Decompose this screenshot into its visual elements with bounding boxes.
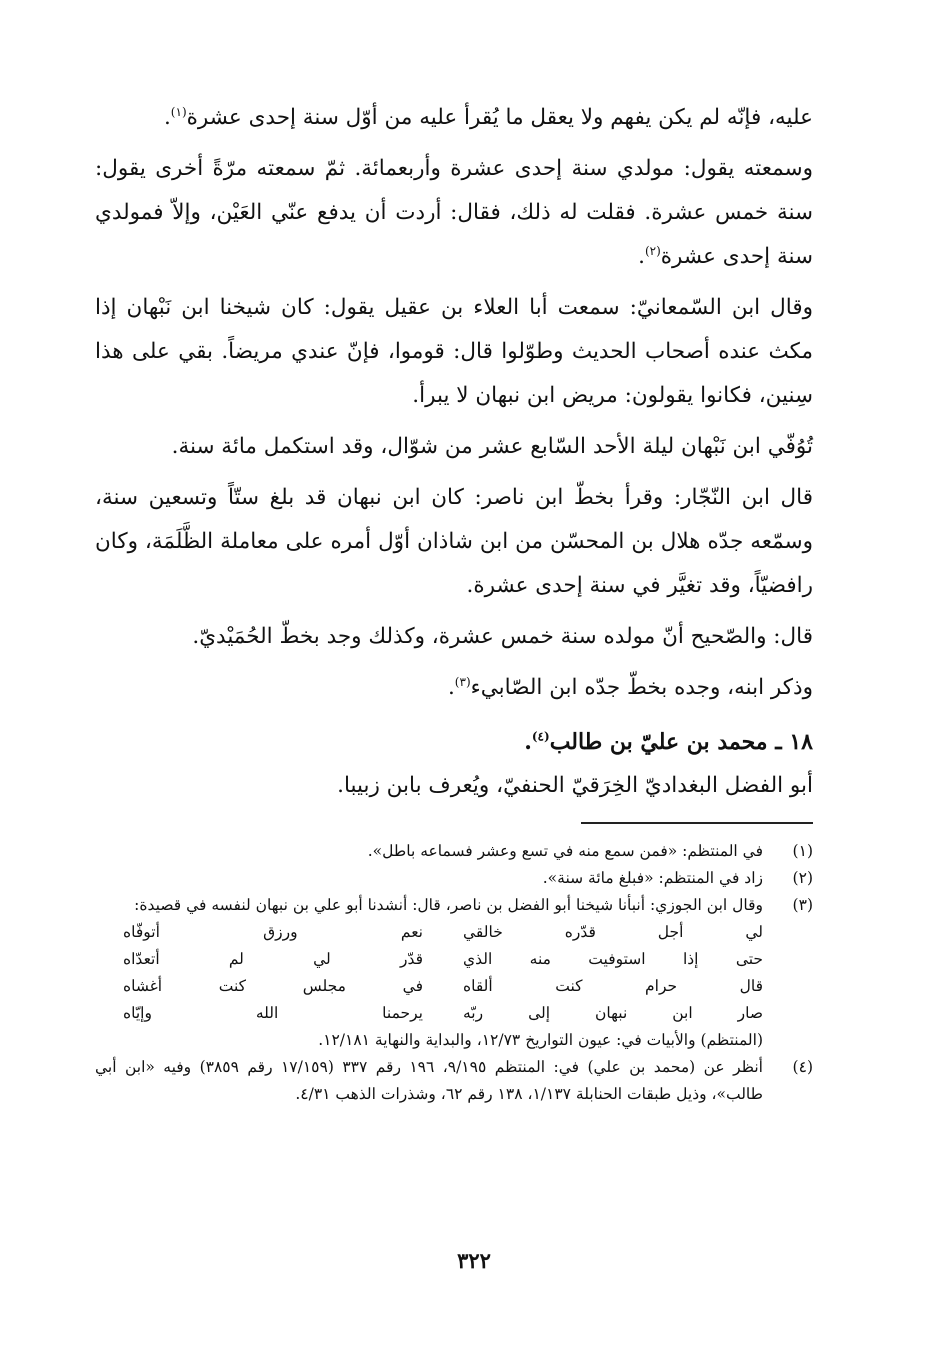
poem-line bbox=[123, 946, 763, 973]
footnotes bbox=[95, 838, 813, 1108]
footnote-3 bbox=[95, 892, 813, 1054]
poem-hemistich: قال حرام كنت ألقاه bbox=[463, 977, 763, 995]
footnote-ref-1[interactable]: (١) bbox=[170, 104, 187, 119]
paragraph-3: وقال ابن السّمعانيّ: سمعت أبا العلاء بن عقيل يقول: كان شيخنا ابن نَبْهان إذا مكث عنده أصحاب الحديث وطوّلوا قال: قوموا، فإنّ عندي مريضاً. بقي على هذا سِنين، فكانوا يقولون: مريض ابن نبهان لا يبرأ. bbox=[95, 295, 813, 408]
poem-hemistich: يرحمنا الله وإيّاه bbox=[123, 1004, 423, 1022]
footnote-1 bbox=[95, 838, 813, 865]
poem-hemistich: لي أجل قدّره خالقي bbox=[463, 923, 763, 941]
footnote-divider bbox=[581, 822, 813, 824]
footnote-3-body bbox=[95, 892, 763, 1054]
paragraph-2-text: وسمعته يقول: مولدي سنة إحدى عشرة وأربعمائة. ثمّ سمعته مرّةً أخرى يقول: سنة خمس عشرة. فقلت له ذلك، فقال: أردت أن يدفع عنّي العَيْن، وإلاّ فمولدي سنة إحدى عشرة bbox=[95, 156, 813, 269]
paragraph-5: قال ابن النّجّار: وقرأ بخطّ ابن ناصر: كان ابن نبهان قد بلغ ستّاً وتسعين سنة، وسمّعه جدّه هلال بن المحسّن من ابن شاذان أوّل أمره على معاملة الظَّلَمَة، وكان رافضيّاً، وقد تغيَّر في سنة إحدى عشرة. bbox=[95, 485, 813, 598]
footnote-ref-2[interactable]: (٢) bbox=[644, 243, 661, 258]
footnote-4 bbox=[95, 1054, 813, 1108]
paragraph-6: قال: والصّحيح أنّ مولده سنة خمس عشرة، وكذلك وجد بخطّ الحُمَيْديّ. bbox=[192, 624, 813, 649]
main-text bbox=[95, 96, 813, 808]
footnote-2 bbox=[95, 865, 813, 892]
paragraph-2-end: . bbox=[638, 244, 645, 269]
footnote-1-text: في المنتظم: «فمن سمع منه في تسع وعشر فسماعه باطل». bbox=[367, 842, 763, 860]
footnote-3-number: (٣) bbox=[792, 896, 813, 914]
entry-subline: أبو الفضل البغداديّ الخِرَقيّ الحنفيّ، ويُعرف بابن زبيبا. bbox=[337, 773, 813, 798]
poem-hemistich: حتى إذا استوفيت منه الذي bbox=[463, 950, 763, 968]
poem-line bbox=[123, 973, 763, 1000]
poem-line bbox=[123, 919, 763, 946]
footnote-4-text: أنظر عن (محمد بن علي) في: المنتظم ٩/١٩٥، ١٩٦ رقم ٣٣٧ (١٧/١٥٩ رقم ٣٨٥٩) وفيه «ابن أبي طالب»، وذيل طبقات الحنابلة ١/١٣٧، ١٣٨ رقم ٦٢، وشذرات الذهب ٤/٣١. bbox=[95, 1058, 763, 1103]
footnote-4-number: (٤) bbox=[792, 1058, 813, 1076]
poem-hemistich: صار ابن نبهان إلى ربّه bbox=[463, 1004, 763, 1022]
footnote-ref-4[interactable]: (٤) bbox=[531, 729, 550, 744]
poem-source: (المنتظم) والأبيات في: عيون التواريخ ١٢/٧٣، والبداية والنهاية ١٢/١٨١. bbox=[318, 1031, 763, 1049]
paragraph-1 bbox=[95, 96, 813, 140]
poem-line bbox=[123, 1000, 763, 1027]
poem-hemistich: قدّر لي لم أتعدّاه bbox=[123, 950, 423, 968]
paragraph-2 bbox=[95, 147, 813, 279]
paragraph-7-text: وذكر ابنه، وجده بخطّ جدّه ابن الصّابيء bbox=[470, 675, 813, 700]
footnote-ref-3[interactable]: (٣) bbox=[454, 674, 471, 689]
paragraph-1-end: . bbox=[163, 105, 171, 130]
footnote-3-text: وقال ابن الجوزي: أنبأنا شيخنا أبو الفضل بن ناصر، قال: أنشدنا أبو علي بن نبهان لنفسه في قصيدة: bbox=[134, 896, 763, 914]
footnote-2-number: (٢) bbox=[792, 869, 813, 887]
footnote-1-number: (١) bbox=[792, 842, 813, 860]
page-number: ٣٢٢ bbox=[457, 1248, 491, 1273]
footnote-2-text: زاد في المنتظم: «فبلغ مائة سنة». bbox=[542, 869, 763, 887]
paragraph-4: تُوُفّي ابن نَبْهان ليلة الأحد السّابع عشر من شوّال، وقد استكمل مائة سنة. bbox=[171, 434, 813, 459]
paragraph-1-text: عليه، فإنّه لم يكن يفهم ولا يعقل ما يُقرأ عليه من أوّل سنة إحدى عشرة bbox=[186, 105, 813, 130]
poem bbox=[95, 919, 763, 1027]
paragraph-7-end: . bbox=[447, 675, 455, 700]
entry-heading-end: . bbox=[524, 729, 532, 755]
poem-hemistich: في مجلس كنت أغشاه bbox=[123, 977, 423, 995]
paragraph-7 bbox=[95, 666, 813, 710]
entry-heading bbox=[95, 720, 813, 764]
poem-hemistich: نعم ورزق أتوفّاه bbox=[123, 923, 423, 941]
entry-heading-text: ١٨ ـ محمد بن عليّ بن طالب bbox=[549, 729, 813, 755]
